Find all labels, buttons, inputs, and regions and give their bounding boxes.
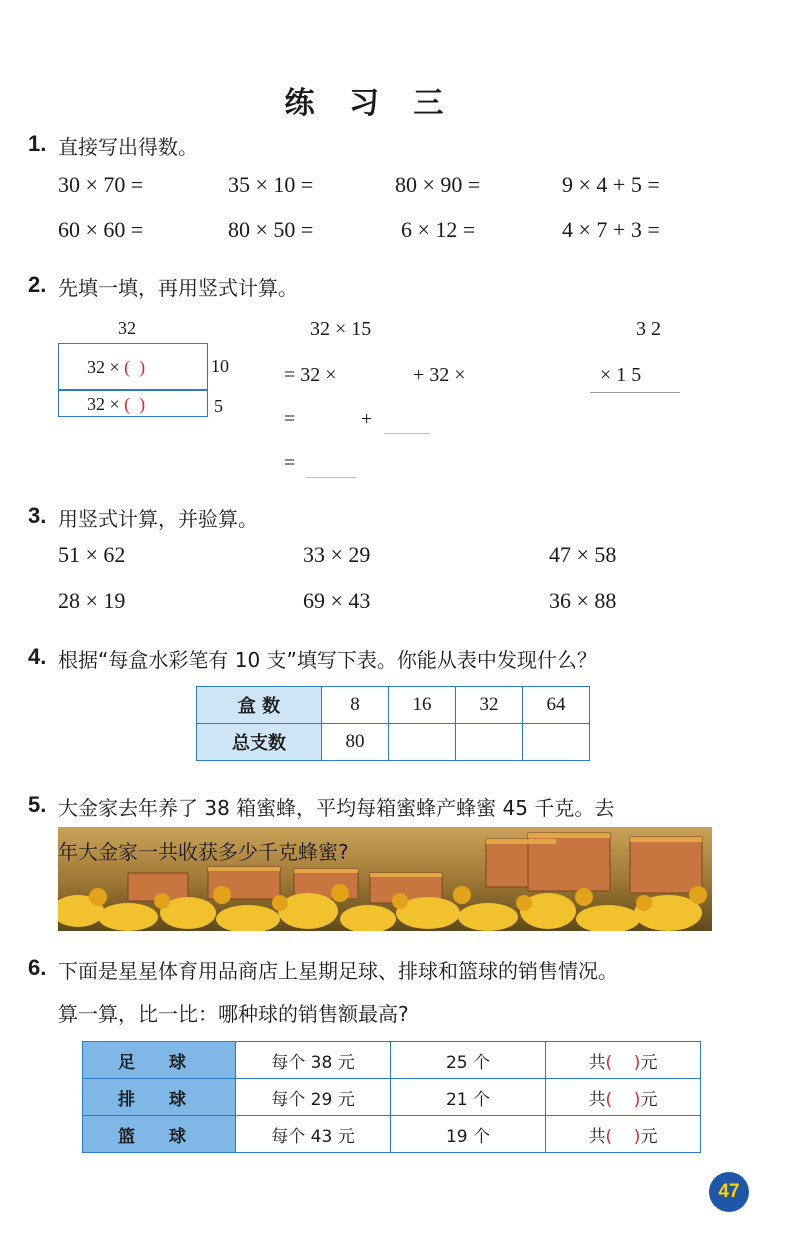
table-header-boxes: 盒 数 [197, 687, 322, 724]
question-6-text-line-2: 算一算，比一比：哪种球的销售额最高? [58, 1002, 409, 1026]
q1-expr: 6 × 12 = [401, 217, 476, 242]
q1-expr: 80 × 50 = [228, 217, 314, 242]
count-cell: 21 个 [391, 1079, 546, 1116]
q3-expr: 36 × 88 [549, 588, 617, 613]
split-box-row-2: 32 × ( ) [87, 394, 146, 414]
count-cell: 25 个 [391, 1042, 546, 1079]
expr-line-1a: = 32 × [284, 364, 337, 386]
table-cell: 8 [322, 687, 389, 724]
blank-paren[interactable]: ( ) [605, 1126, 641, 1147]
q1-expr: 30 × 70 = [58, 172, 144, 197]
blank-paren[interactable]: ( ) [605, 1052, 641, 1073]
question-1-number: 1. [28, 131, 47, 156]
vertical-rule [590, 392, 680, 393]
vertical-multiplier: × 1 5 [600, 364, 642, 386]
page-number-badge: 47 [709, 1172, 749, 1212]
pens-table [196, 686, 590, 761]
question-5-text: 大金家去年养了 38 箱蜜蜂，平均每箱蜜蜂产蜂蜜 45 千克。去 [58, 796, 615, 820]
question-4-text: 根据“每盒水彩笔有 10 支”填写下表。你能从表中发现什么？ [58, 648, 597, 672]
vertical-top: 3 2 [636, 318, 661, 340]
blank-paren[interactable]: ( ) [124, 394, 146, 414]
q3-expr: 28 × 19 [58, 588, 126, 613]
table-row [83, 1116, 701, 1153]
question-6-text: 下面是星星体育用品商店上星期足球、排球和篮球的销售情况。 [58, 959, 618, 983]
question-1-text: 直接写出得数。 [58, 135, 198, 159]
ball-name: 篮 球 [83, 1116, 236, 1153]
answer-line [384, 433, 430, 434]
q3-expr: 33 × 29 [303, 542, 371, 567]
q3-expr: 47 × 58 [549, 542, 617, 567]
q1-expr: 35 × 10 = [228, 172, 314, 197]
question-5-text-line-2: 年大金家一共收获多少千克蜂蜜? [58, 840, 349, 864]
expr-line-3: = [284, 452, 296, 474]
table-cell: 80 [322, 724, 389, 761]
q1-expr: 4 × 7 + 3 = [562, 217, 660, 242]
question-2-text: 先填一填，再用竖式计算。 [58, 276, 298, 300]
table-cell: 32 [456, 687, 523, 724]
price-cell: 每个 43 元 [236, 1116, 391, 1153]
question-4-number: 4. [28, 644, 47, 669]
table-cell: 64 [523, 687, 590, 724]
split-factor-10: 10 [211, 356, 229, 376]
answer-cell[interactable] [523, 724, 590, 761]
box-top-number: 32 [118, 318, 136, 338]
table-row [83, 1079, 701, 1116]
q1-expr: 80 × 90 = [395, 172, 481, 197]
price-cell: 每个 38 元 [236, 1042, 391, 1079]
expr-line-2b: + [361, 408, 373, 430]
table-cell: 16 [389, 687, 456, 724]
total-cell: 共( )元 [546, 1116, 701, 1153]
blank-paren[interactable]: ( ) [605, 1089, 641, 1110]
question-5-number: 5. [28, 792, 47, 817]
split-box-row-1: 32 × ( ) [87, 357, 146, 377]
q3-expr: 69 × 43 [303, 588, 371, 613]
answer-line [306, 477, 356, 478]
answer-cell[interactable] [456, 724, 523, 761]
price-cell: 每个 29 元 [236, 1079, 391, 1116]
q1-expr: 60 × 60 = [58, 217, 144, 242]
answer-cell[interactable] [389, 724, 456, 761]
expr-line-2a: = [284, 408, 296, 430]
total-cell: 共( )元 [546, 1042, 701, 1079]
table-row [83, 1042, 701, 1079]
sales-table [82, 1041, 701, 1153]
total-cell: 共( )元 [546, 1079, 701, 1116]
q3-expr: 51 × 62 [58, 542, 126, 567]
question-2-number: 2. [28, 272, 47, 297]
split-factor-5: 5 [214, 396, 223, 416]
blank-paren[interactable]: ( ) [124, 357, 146, 377]
page-title: 练 习 三 [284, 86, 456, 121]
ball-name: 排 球 [83, 1079, 236, 1116]
count-cell: 19 个 [391, 1116, 546, 1153]
ball-name: 足 球 [83, 1042, 236, 1079]
table-header-total: 总支数 [197, 724, 322, 761]
question-3-text: 用竖式计算，并验算。 [58, 507, 258, 531]
question-3-number: 3. [28, 503, 47, 528]
split-box [58, 343, 208, 417]
expr-head: 32 × 15 [310, 318, 372, 340]
question-6-number: 6. [28, 955, 47, 980]
q1-expr: 9 × 4 + 5 = [562, 172, 660, 197]
expr-line-1b: + 32 × [413, 364, 466, 386]
